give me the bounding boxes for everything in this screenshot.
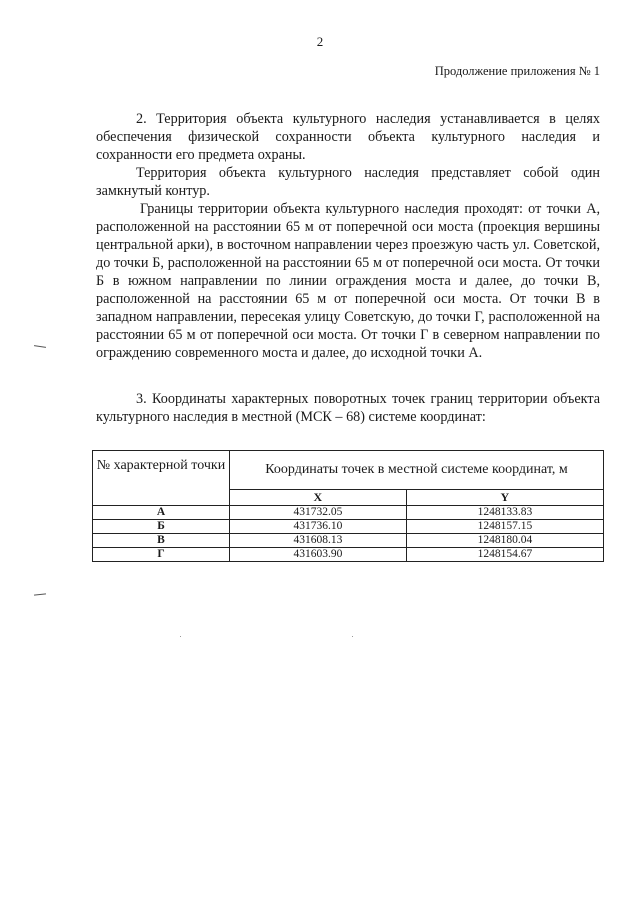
x-value: 431736.10 xyxy=(230,520,407,534)
page-number: 2 xyxy=(316,34,324,49)
scan-dot xyxy=(180,636,181,637)
table-row xyxy=(93,506,604,520)
scan-dot xyxy=(352,636,353,637)
x-value: 431732.05 xyxy=(230,506,407,520)
section-2-paragraph-1: 2. Территория объекта культурного наследия устанавливается в целях обеспечения физической сохранности объекта культурного наследия и сохранности его предмета охраны. xyxy=(96,111,600,163)
appendix-continuation-label: Продолжение приложения № 1 xyxy=(434,64,600,78)
column-header-y: Y xyxy=(406,490,603,506)
section-2-paragraph-2: Территория объекта культурного наследия представляет собой один замкнутый контур. xyxy=(96,165,600,199)
table-row xyxy=(93,548,604,562)
section-2-paragraph-3: Границы территории объекта культурного наследия проходят: от точки А, расположенной на расстоянии 65 м от поперечной оси моста (проекция вершины центральной арки), в восточном направлении через проезжую часть ул. Советской, до точки Б, расположенной на расстоянии 65 м от поперечной оси моста. От точки Б в южном направлении по линии ограждения моста и далее, до точки В, расположенной на расстоянии 65 м от поперечной оси моста. От точки В в западном направлении, пересекая улицу Советскую, до точки Г, расположенной на расстоянии 65 м от поперечной оси моста. От точки Г в северном направлении по ограждению современного моста и далее, до исходной точки А. xyxy=(96,201,600,361)
point-label: Г xyxy=(93,548,230,562)
y-value: 1248133.83 xyxy=(406,506,603,520)
point-label: В xyxy=(93,534,230,548)
coordinates-table xyxy=(92,450,604,562)
point-label: А xyxy=(93,506,230,520)
column-header-coordinates: Координаты точек в местной системе координат, м xyxy=(230,451,604,490)
column-header-point: № характерной точки xyxy=(93,451,230,506)
x-value: 431603.90 xyxy=(230,548,407,562)
y-value: 1248154.67 xyxy=(406,548,603,562)
table-row xyxy=(93,534,604,548)
scan-mark xyxy=(34,593,46,595)
y-value: 1248180.04 xyxy=(406,534,603,548)
table-row xyxy=(93,520,604,534)
section-2-body xyxy=(96,110,600,362)
x-value: 431608.13 xyxy=(230,534,407,548)
y-value: 1248157.15 xyxy=(406,520,603,534)
scan-mark xyxy=(34,345,46,348)
point-label: Б xyxy=(93,520,230,534)
section-3-heading: 3. Координаты характерных поворотных точек границ территории объекта культурного наследия в местной (МСК – 68) системе координат: xyxy=(96,391,600,425)
column-header-x: X xyxy=(230,490,407,506)
